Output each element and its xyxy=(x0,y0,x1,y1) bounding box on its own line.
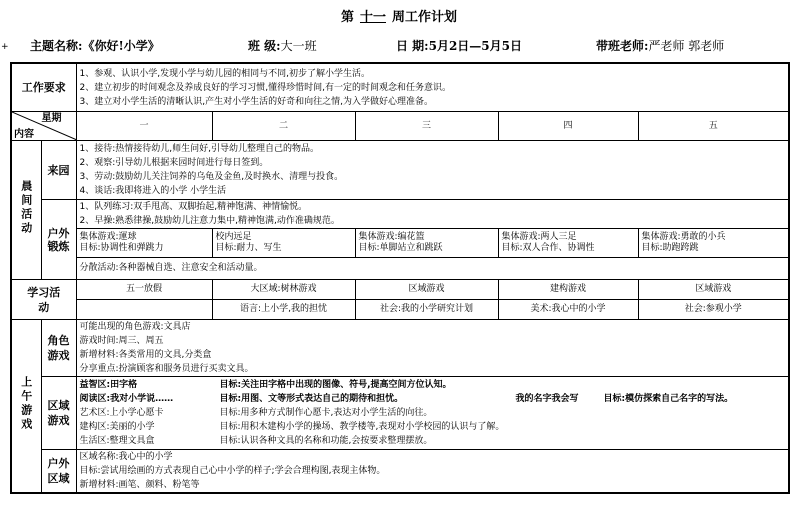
day-header: 二 xyxy=(212,112,355,141)
study-row-top xyxy=(11,280,789,300)
area-item: 生活区:整理文具盒 目标:认识各种文具的名称和功能,会按要求整理摆放。 xyxy=(79,436,433,446)
free-activity-row xyxy=(11,258,789,280)
goal-item: 3、建立对小学生活的清晰认识,产生对小学生活的好奇和向往之情,为入学做好心理准备。 xyxy=(79,96,433,107)
group-games-row xyxy=(11,229,789,258)
area-games-list xyxy=(76,377,789,450)
game-cell: 集体游戏:编花篮 目标:单脚站立和跳跃 xyxy=(355,229,498,258)
day-header: 三 xyxy=(355,112,498,141)
game-cell: 集体游戏:两人三足 目标:双人合作、协调性 xyxy=(498,229,638,258)
free-activity: 分散活动:各种器械自选、注意安全和活动量。 xyxy=(76,258,789,280)
area-item: 阅读区:我对小学说…… 目标:用图、文等形式表达自己的期待和担忧。 我的名字我会写 目标:模仿探索自己名字的写法。 xyxy=(79,394,734,404)
outdoor-exercise-label: 户外锻炼 xyxy=(41,200,76,280)
game-cell: 集体游戏:運球 目标:协调性和弹跳力 xyxy=(76,229,212,258)
teacher-field: 带班老师:严老师 郭老师 xyxy=(596,39,725,53)
study-top-cell: 区域游戏 xyxy=(638,280,789,300)
study-bottom-cell xyxy=(76,300,212,320)
area-games-row xyxy=(11,377,789,450)
class-field: 班 级:大一班 xyxy=(248,39,317,53)
game-cell: 校内远足 目标:耐力、写生 xyxy=(212,229,355,258)
study-top-cell: 区域游戏 xyxy=(355,280,498,300)
area-item: 益智区:田字格 目标:关注田字格中出现的图像、符号,提高空间方位认知。 xyxy=(79,380,452,390)
study-bottom-cell: 社会:参观小学 xyxy=(638,300,789,320)
outdoor-area-item: 新增材料:画笔、颜料、粉笔等 xyxy=(79,480,200,490)
study-top-cell: 建构游戏 xyxy=(498,280,638,300)
game-cell: 集体游戏:勇敢的小兵 目标:助跑跨跳 xyxy=(638,229,789,258)
arrival-row xyxy=(11,141,789,200)
arrival-item: 2、观察:引导幼儿根据来园时间进行每日签到。 xyxy=(79,158,269,168)
area-item: 建构区:美丽的小学 目标:用积木建构小学的操场、教学楼等,表现对小学校园的认识与了解。 xyxy=(79,422,505,432)
outdoor-area-item: 区域名称:我心中的小学 xyxy=(79,452,173,462)
morning-section-label: 晨间活动 xyxy=(11,141,41,280)
study-bottom-cell: 美术:我心中的小学 xyxy=(498,300,638,320)
goals-row xyxy=(11,63,789,112)
outdoor-exercise-list xyxy=(76,200,789,229)
goal-item: 1、参观、认识小学,发现小学与幼儿园的相同与不同,初步了解小学生活。 xyxy=(79,68,370,79)
day-header: 一 xyxy=(76,112,212,141)
exercise-item: 1、队列练习:双手甩高、双脚抬起,精神饱满、神情愉悦。 xyxy=(79,202,308,212)
study-label: 学习活动 xyxy=(11,280,76,320)
title-prefix: 第 xyxy=(340,10,354,25)
weekday-label: 星期 xyxy=(41,113,62,124)
role-item: 可能出现的角色游戏:文具店 xyxy=(79,322,191,332)
exercise-item: 2、早操:熟悉律操,鼓励幼儿注意力集中,精神饱满,动作准确规范。 xyxy=(79,216,340,226)
study-top-cell: 大区域:树林游戏 xyxy=(212,280,355,300)
arrival-item: 4、谈话:我即将进入的小学 小学生活 xyxy=(79,186,227,196)
weekday-header-row xyxy=(11,112,789,141)
study-bottom-cell: 语言:上小学,我的担忧 xyxy=(212,300,355,320)
content-label: 内容 xyxy=(14,129,34,140)
arrival-item: 3、劳动:鼓励幼儿关注饲养的乌龟及金鱼,及时换水、清理与投食。 xyxy=(79,172,344,182)
role-play-label: 角色游戏 xyxy=(41,320,76,377)
role-play-row xyxy=(11,320,789,377)
outdoor-area-label: 户外区域 xyxy=(41,450,76,494)
outdoor-area-item: 目标:尝试用绘画的方式表现自己心中小学的样子;学会合理构图,表现主体物。 xyxy=(79,466,386,476)
arrival-list xyxy=(76,141,789,200)
role-play-list xyxy=(76,320,789,377)
week-number: 十一 xyxy=(359,10,386,25)
study-row-bottom xyxy=(11,300,789,320)
study-bottom-cell: 社会:我的小学研究计划 xyxy=(355,300,498,320)
title-suffix: 周工作计划 xyxy=(392,10,458,25)
role-item: 游戏时间:周三、周五 xyxy=(79,336,164,346)
area-item: 艺术区:上小学心愿卡 目标:用多种方式制作心愿卡,表达对小学生活的向往。 xyxy=(79,408,433,418)
goals-label: 工作要求 xyxy=(11,63,76,112)
arrival-item: 1、接待:热情接待幼儿,师生问好,引导幼儿整理自己的物品。 xyxy=(79,144,319,154)
day-header: 五 xyxy=(638,112,789,141)
weekday-content-corner xyxy=(11,112,76,141)
day-header: 四 xyxy=(498,112,638,141)
outdoor-area-list xyxy=(76,450,789,494)
forenoon-section-label: 上午游戏 xyxy=(11,320,41,494)
role-item: 分享重点:扮演顾客和服务员进行买卖文具。 xyxy=(79,364,254,374)
date-field: 日 期:5月2日—5月5日 xyxy=(396,39,523,53)
goals-list xyxy=(76,63,789,112)
page-title xyxy=(0,6,798,25)
role-item: 新增材料:各类常用的文具,分类盒 xyxy=(79,350,212,360)
outdoor-exercise-row xyxy=(11,200,789,229)
arrival-label: 来园 xyxy=(41,141,76,200)
area-games-label: 区域游戏 xyxy=(41,377,76,450)
outdoor-area-row xyxy=(11,450,789,494)
theme-field: 主题名称:《你好!小学》 xyxy=(30,39,160,53)
goal-item: 2、建立初步的时间观念及养成良好的学习习惯,懂得珍惜时间,有一定的时间观念和任务意识。 xyxy=(79,82,451,93)
study-top-cell: 五一放假 xyxy=(76,280,212,300)
margin-mark: + xyxy=(1,42,9,52)
weekly-plan-table xyxy=(10,62,790,494)
